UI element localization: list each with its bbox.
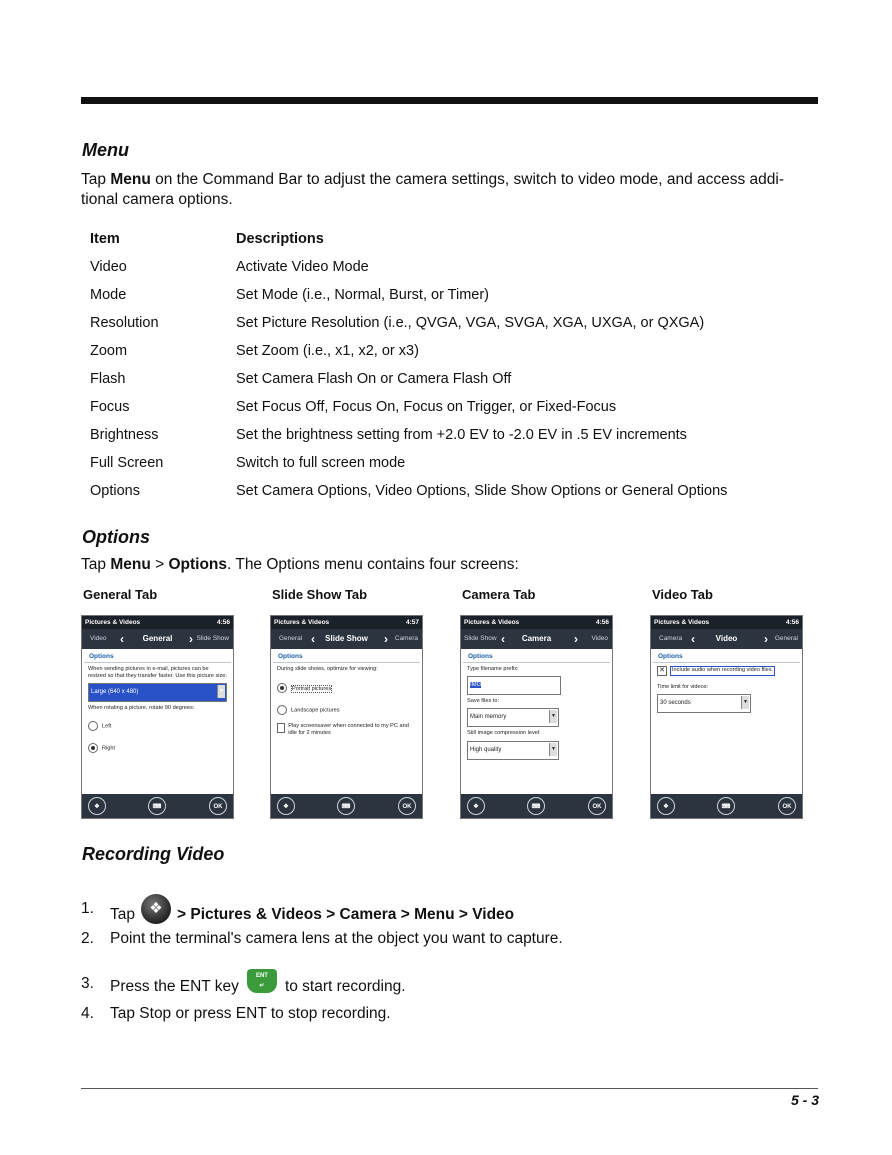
- time-limit-dropdown: 30 seconds ▼: [657, 694, 751, 713]
- item-cell: Options: [90, 483, 140, 499]
- item-cell: Flash: [90, 371, 126, 387]
- camera-tab-label: Camera Tab: [462, 587, 536, 602]
- compression-dropdown: High quality ▼: [467, 741, 559, 760]
- status-bar: Pictures & Videos 4:56: [651, 616, 802, 629]
- softkey-bar: ❖ ⌨ OK: [271, 794, 422, 818]
- description-cell: Set Zoom (i.e., x1, x2, or x3): [236, 343, 419, 359]
- ent-key-icon: ENT ↵: [247, 969, 277, 993]
- picture-size-dropdown: Large (640 x 480) ▼: [88, 683, 227, 702]
- footer-rule: [81, 1088, 818, 1089]
- chevron-right-icon: ›: [574, 632, 578, 646]
- radio-left: [88, 721, 98, 731]
- item-cell: Resolution: [90, 315, 159, 331]
- description-cell: Set the brightness setting from +2.0 EV to -2.0 EV in .5 EV increments: [236, 427, 687, 443]
- tab-nav-bar: Video ‹ General › Slide Show: [82, 629, 233, 649]
- start-icon: ❖: [467, 797, 485, 815]
- description-cell: Set Camera Options, Video Options, Slide Show Options or General Options: [236, 483, 728, 499]
- column-header-descriptions: Descriptions: [236, 231, 324, 247]
- general-tab-screenshot: Pictures & Videos 4:56 Video ‹ General › Slide Show Options When sending pictures in e-mail, pictures can be resized so that they transfer faster. Use this picture size: Large (640 x 480) ▼ When rotating a picture, rotate 90 degrees: Left Right ❖ ⌨ OK: [81, 615, 234, 819]
- status-bar: Pictures & Videos 4:56: [82, 616, 233, 629]
- filename-prefix-field: IMG: [467, 676, 561, 695]
- slide-show-tab-screenshot: Pictures & Videos 4:57 General ‹ Slide Show › Camera Options During slide shows, optimize for viewing: Portrait pictures Landscape pictures Play screensaver when connected to my PC and idle for 2 minutes ❖ ⌨ OK: [270, 615, 423, 819]
- tab-nav-bar: Slide Show ‹ Camera › Video: [461, 629, 612, 649]
- status-bar: Pictures & Videos 4:57: [271, 616, 422, 629]
- item-cell: Zoom: [90, 343, 128, 359]
- description-cell: Activate Video Mode: [236, 259, 369, 275]
- description-cell: Switch to full screen mode: [236, 455, 406, 471]
- page-number: 5 - 3: [790, 1092, 819, 1108]
- item-cell: Full Screen: [90, 455, 164, 471]
- description-cell: Set Focus Off, Focus On, Focus on Trigger, or Fixed-Focus: [236, 399, 617, 415]
- description-cell: Set Camera Flash On or Camera Flash Off: [236, 371, 512, 387]
- recording-video-heading: Recording Video: [82, 844, 225, 864]
- options-intro: Tap Menu > Options. The Options menu contains four screens:: [81, 556, 519, 573]
- radio-portrait: [277, 683, 287, 693]
- keyboard-icon: ⌨: [527, 797, 545, 815]
- windows-start-icon: ❖: [141, 894, 171, 924]
- keyboard-icon: ⌨: [337, 797, 355, 815]
- radio-landscape: [277, 705, 287, 715]
- softkey-bar: ❖ ⌨ OK: [461, 794, 612, 818]
- tab-nav-bar: General ‹ Slide Show › Camera: [271, 629, 422, 649]
- slide-show-tab-label: Slide Show Tab: [272, 587, 368, 602]
- save-location-dropdown: Main memory ▼: [467, 708, 559, 727]
- camera-tab-screenshot: Pictures & Videos 4:56 Slide Show ‹ Camera › Video Options Type filename prefix: IMG Save files to: Main memory ▼ Still image compression level: High quality ▼ ❖ ⌨ OK: [460, 615, 613, 819]
- chevron-left-icon: ‹: [691, 632, 695, 646]
- keyboard-icon: ⌨: [717, 797, 735, 815]
- general-tab-label: General Tab: [83, 587, 158, 602]
- radio-right: [88, 743, 98, 753]
- item-cell: Focus: [90, 399, 130, 415]
- softkey-bar: ❖ ⌨ OK: [82, 794, 233, 818]
- start-icon: ❖: [277, 797, 295, 815]
- video-tab-screenshot: Pictures & Videos 4:56 Camera ‹ Video › General Options ✕ Include audio when recording video files. Time limit for videos: 30 seconds ▼ ❖ ⌨ OK: [650, 615, 803, 819]
- menu-intro: Tap Menu on the Command Bar to adjust the camera settings, switch to video mode, and access addi-tional camera options.: [81, 171, 785, 208]
- include-audio-checkbox: ✕: [657, 666, 667, 676]
- chevron-left-icon: ‹: [501, 632, 505, 646]
- chevron-right-icon: ›: [189, 632, 193, 646]
- chevron-left-icon: ‹: [311, 632, 315, 646]
- start-icon: ❖: [88, 797, 106, 815]
- start-icon: ❖: [657, 797, 675, 815]
- keyboard-icon: ⌨: [148, 797, 166, 815]
- softkey-bar: ❖ ⌨ OK: [651, 794, 802, 818]
- status-bar: Pictures & Videos 4:56: [461, 616, 612, 629]
- description-cell: Set Picture Resolution (i.e., QVGA, VGA, SVGA, XGA, UXGA, or QXGA): [236, 315, 705, 331]
- screensaver-checkbox: [277, 723, 285, 733]
- item-cell: Video: [90, 259, 127, 275]
- item-cell: Mode: [90, 287, 127, 303]
- header-rule: [81, 97, 818, 104]
- options-heading: Options: [82, 527, 150, 547]
- chevron-right-icon: ›: [764, 632, 768, 646]
- description-cell: Set Mode (i.e., Normal, Burst, or Timer): [236, 287, 490, 303]
- item-cell: Brightness: [90, 427, 159, 443]
- chevron-left-icon: ‹: [120, 632, 124, 646]
- chevron-right-icon: ›: [384, 632, 388, 646]
- menu-heading: Menu: [82, 140, 129, 160]
- tab-nav-bar: Camera ‹ Video › General: [651, 629, 802, 649]
- column-header-item: Item: [90, 231, 120, 247]
- video-tab-label: Video Tab: [652, 587, 713, 602]
